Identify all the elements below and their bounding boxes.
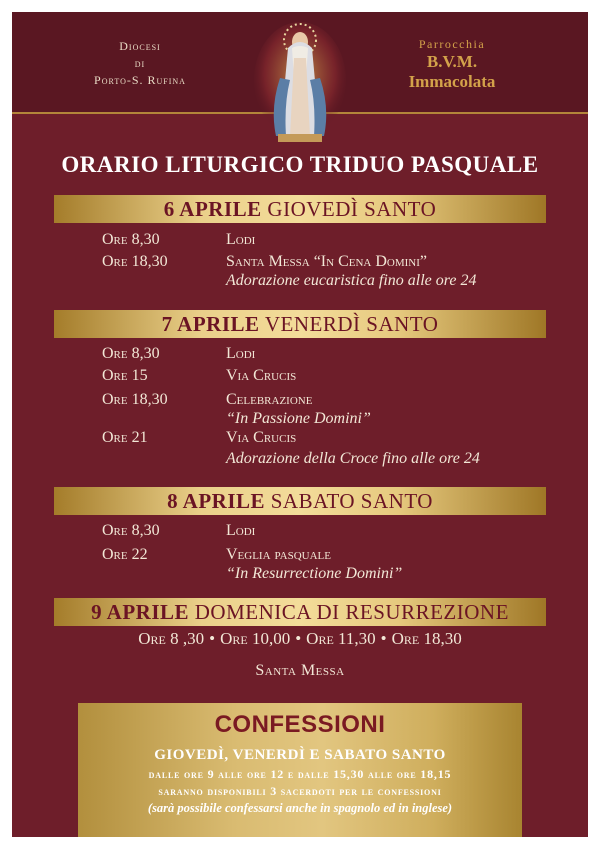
row-event: Santa Messa “In Cena Domini” <box>226 253 427 270</box>
time-3: Ore 11,30 <box>306 629 376 648</box>
row-note: Adorazione eucaristica fino alle ore 24 <box>226 272 477 289</box>
row-event: Via Crucis <box>226 429 297 446</box>
poster <box>12 12 588 837</box>
day-4-name: DOMENICA DI RESURREZIONE <box>194 600 509 624</box>
row-event: Lodi <box>226 231 256 248</box>
parish-heading: Parrocchia <box>418 37 486 51</box>
row-time: Ore 21 <box>102 429 148 446</box>
sunday-label: Santa Messa <box>255 662 345 679</box>
day-1-name: GIOVEDÌ SANTO <box>267 197 437 221</box>
day-3-date: 8 APRILE <box>167 489 265 513</box>
day-3-name: SABATO SANTO <box>270 489 433 513</box>
confessions-title: CONFESSIONI <box>214 711 386 738</box>
madonna-statue-image <box>250 18 350 146</box>
confessions-hours: dalle ore 9 alle ore 12 e dalle 15,30 alle ore 18,15 <box>148 767 452 781</box>
row-event: Veglia pasquale <box>226 546 331 563</box>
confessions-box <box>78 703 522 837</box>
time-2: Ore 10,00 <box>220 629 291 648</box>
row-event: Via Crucis <box>226 367 297 384</box>
row-event-subtitle: “In Resurrectione Domini” <box>226 565 403 582</box>
time-1: Ore 8 ,30 <box>138 629 205 648</box>
day-banner-2 <box>54 310 546 338</box>
day-4-date: 9 APRILE <box>91 600 189 624</box>
parish-name-line-2: Immacolata <box>408 72 496 91</box>
confessions-days: GIOVEDÌ, VENERDÌ E SABATO SANTO <box>154 747 446 763</box>
day-2-name: VENERDÌ SANTO <box>264 312 439 336</box>
day-banner-4 <box>54 598 546 626</box>
diocese-line-2: di <box>134 56 146 70</box>
parish-label <box>367 36 537 92</box>
parish-name-line-1: B.V.M. <box>426 52 478 71</box>
row-time: Ore 18,30 <box>102 253 168 270</box>
row-event: Lodi <box>226 522 256 539</box>
day-banner-3 <box>54 487 546 515</box>
time-4: Ore 18,30 <box>391 629 462 648</box>
separator-dot: • <box>209 629 216 648</box>
diocese-label <box>70 38 210 89</box>
main-title: ORARIO LITURGICO TRIDUO PASQUALE <box>61 152 539 177</box>
confessions-priests: saranno disponibili 3 sacerdoti per le confessioni <box>158 784 442 798</box>
row-event-subtitle: “In Passione Domini” <box>226 410 371 427</box>
row-time: Ore 8,30 <box>102 522 160 539</box>
confessions-languages: (sarà possibile confessarsi anche in spagnolo ed in inglese) <box>147 801 453 815</box>
day-banner-1 <box>54 195 546 223</box>
row-time: Ore 18,30 <box>102 391 168 408</box>
sunday-times <box>12 629 588 649</box>
row-event: Celebrazione <box>226 391 313 408</box>
row-time: Ore 8,30 <box>102 231 160 248</box>
diocese-line-1: Diocesi <box>119 39 161 53</box>
separator-dot: • <box>380 629 387 648</box>
row-time: Ore 8,30 <box>102 345 160 362</box>
diocese-line-3: Porto-S. Rufina <box>94 73 186 87</box>
row-time: Ore 15 <box>102 367 148 384</box>
separator-dot: • <box>295 629 302 648</box>
day-2-date: 7 APRILE <box>161 312 260 336</box>
day-1-date: 6 APRILE <box>163 197 262 221</box>
row-note: Adorazione della Croce fino alle ore 24 <box>226 450 480 467</box>
row-time: Ore 22 <box>102 546 148 563</box>
row-event: Lodi <box>226 345 256 362</box>
